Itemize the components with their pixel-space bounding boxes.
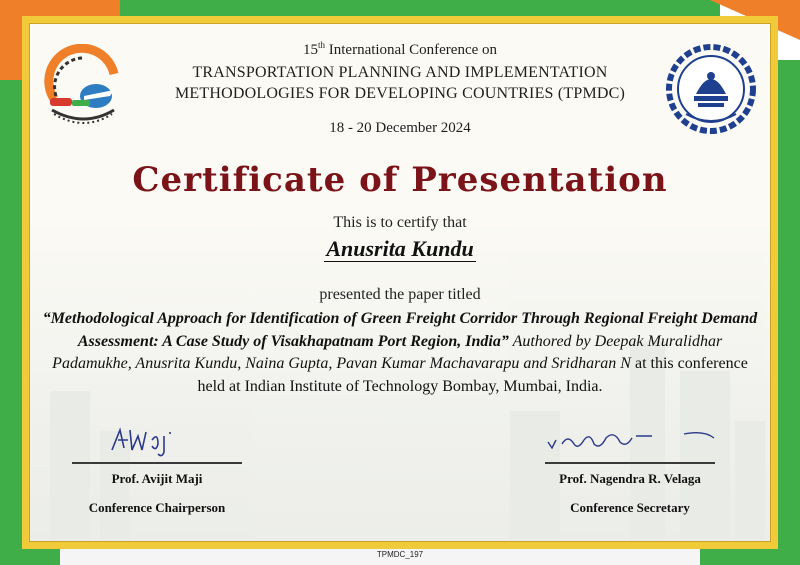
authored-by: Authored by [508, 332, 595, 350]
certify-text: This is to certify that [333, 214, 467, 231]
signature-line-secretary [545, 462, 715, 464]
tpmdc-logo [44, 44, 130, 124]
conference-name [140, 62, 660, 104]
signature-chairperson [108, 422, 188, 458]
signature-line-chairperson [72, 462, 242, 464]
conference-name-line1: TRANSPORTATION PLANNING AND IMPLEMENTATION [192, 64, 608, 81]
recipient-name: Anusrita Kundu [326, 236, 474, 261]
signature-secretary [544, 424, 724, 454]
paper-details [40, 308, 760, 398]
author-list: Deepak Muralidhar Padamukhe, Anusrita Kundu, Naina Gupta, Pavan Kumar Machavarapu and Sridharan N [52, 332, 723, 372]
conference-dates: 18 - 20 December 2024 [329, 120, 471, 136]
presented-text: presented the paper titled [319, 286, 481, 303]
iit-bombay-seal [666, 44, 756, 134]
closing-text: at this conference held at Indian Institute of Technology Bombay, Mumbai, India. [197, 355, 748, 395]
certificate-title: Certificate of Presentation [132, 160, 668, 200]
signatory-name-secretary: Prof. Nagendra R. Velaga [559, 471, 701, 486]
conference-name-line2: METHODOLOGIES FOR DEVELOPING COUNTRIES (TPMDC) [174, 85, 626, 102]
paper-title: “Methodological Approach for Identification of Green Freight Corridor Through Regional Freight Demand Assessment: A Case Study of Visakhapatnam Port Region, India” [42, 310, 758, 350]
signatory-role-chairperson: Conference Chairperson [88, 500, 226, 515]
signatory-role-secretary: Conference Secretary [570, 500, 690, 515]
certificate-code: TPMDC_197 [376, 550, 424, 559]
signatory-name-chairperson: Prof. Avijit Maji [111, 471, 203, 486]
conference-edition: 15th International Conference on [302, 40, 498, 58]
